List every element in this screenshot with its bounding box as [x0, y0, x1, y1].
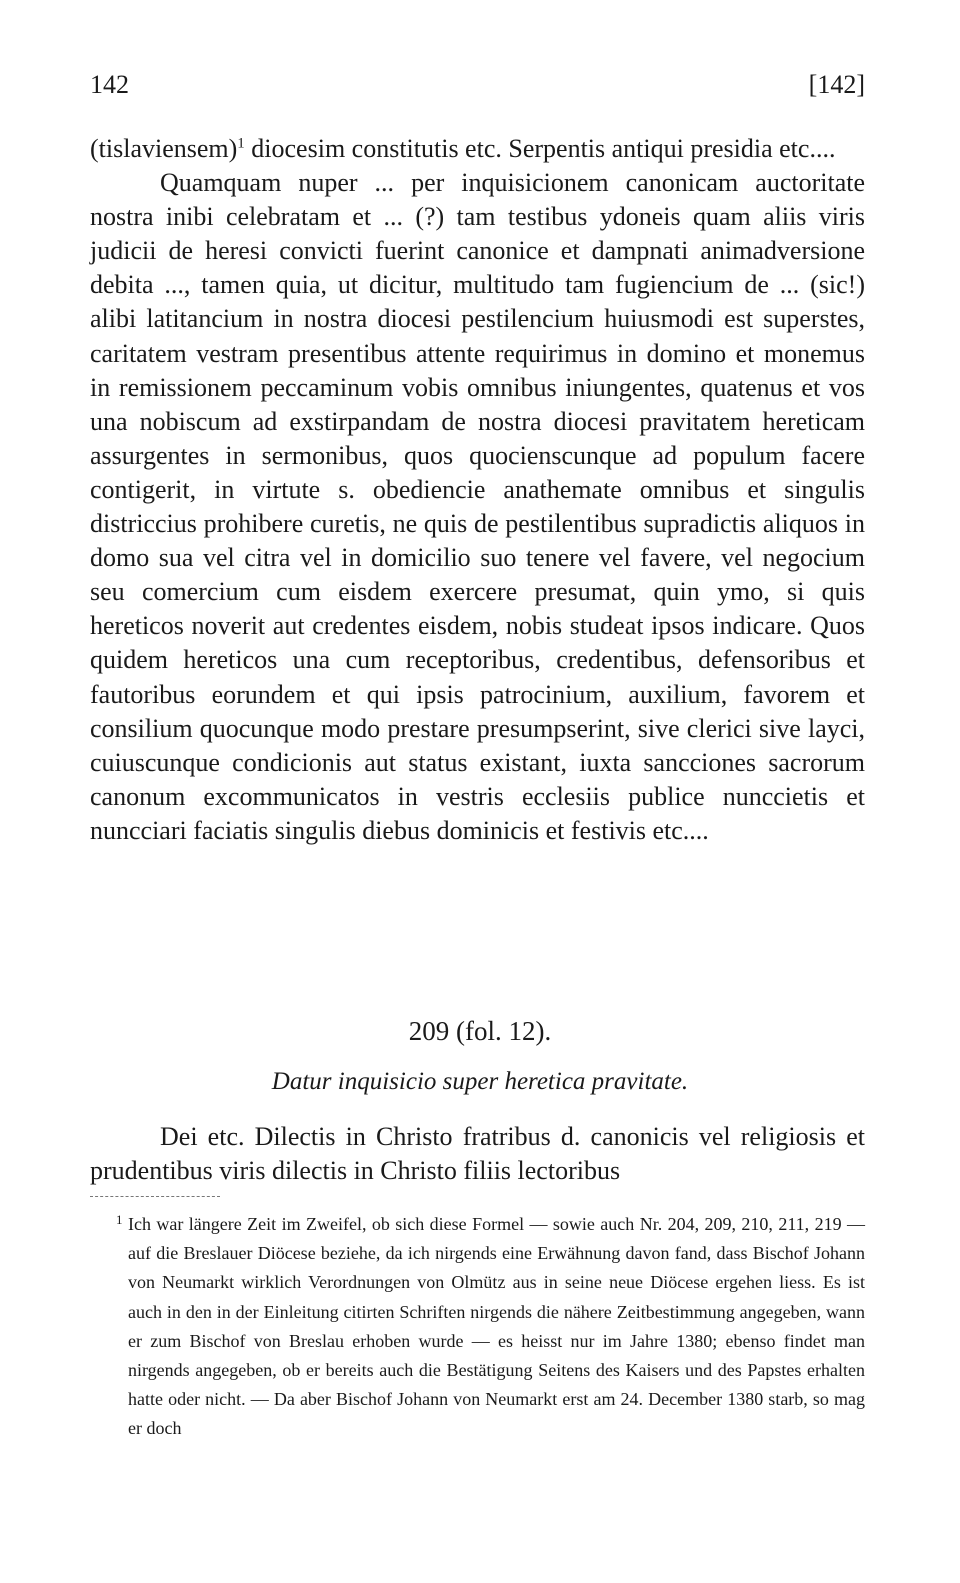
paragraph-text: (tislaviensem) — [90, 134, 238, 163]
original-page-number: [142] — [808, 70, 865, 99]
footnote-reference: 1 — [237, 135, 245, 152]
document-title: Datur inquisicio super heretica pravitate. — [271, 1068, 689, 1095]
paragraph-text: diocesim constitutis etc. Serpentis antiqui presidia etc.... — [244, 134, 836, 163]
running-header — [90, 70, 865, 110]
paragraph-continuation — [90, 132, 865, 166]
footnote-text: Ich war längere Zeit im Zweifel, ob sich diese Formel — sowie auch Nr. 204, 209, 210, 211, 219 — auf die Breslauer Diöcese beziehe, da ich nirgends eine Erwähnung davon fand, dass Bischof Johann von Neumarkt wirklich Verordnungen von Olmütz aus in seine neue Diöcese ergehen liess. Es ist auch in den in der Einleitung citirten Schriften nirgends die nähere Zeitbestimmung angegeben, wann er zum Bischof von Breslau erhoben wurde — es heisst nur im Jahre 1380; ebenso findet man nirgends angegeben, ob er bereits auch die Bestätigung Seitens des Kaisers und des Papstes erhalten hatte oder nicht. — Da aber Bischof Johann von Neumarkt erst am 24. December 1380 starb, so mag er doch — [128, 1214, 865, 1439]
letter-opening — [90, 1120, 865, 1188]
footnote-mark: 1 — [116, 1212, 123, 1227]
footnote-separator — [90, 1196, 220, 1197]
main-text — [90, 132, 865, 848]
document-number: 209 (fol. 12). — [408, 1016, 552, 1046]
footnote — [90, 1210, 865, 1444]
page-number: 142 — [90, 70, 129, 99]
paragraph: Dei etc. Dilectis in Christo fratribus d. canonicis vel religiosis et prudentibus viris dilectis in Christo filiis lectoribus — [90, 1122, 865, 1185]
paragraph: Quamquam nuper ... per inquisicionem canonicam auctoritate nostra inibi celebratam et ... (?) tam testibus ydoneis quam aliis viris judicii de heresi convicti fuerint canonice et dampnati animadversione debita ..., tamen quia, ut dicitur, multitudo tam fugiencium de ... (sic!) alibi latitancium in nostra diocesi pestilencium huiusmodi est superstes, caritatem vestram presentibus attente requirimus in domino et monemus in remissionem peccaminum vobis omnibus iniungentes, quatenus et vos una nobiscum ad exstirpandam de nostra diocesi pravitatem hereticam assurgentes in sermonibus, quos quocienscunque ad populum facere contigerit, in virtute s. obediencie anathemate omnibus et singulis districcius prohibere curetis, ne quis de pestilentibus supradictis aliquos in domo sua vel citra vel in domicilio suo tenere vel favere, vel negocium seu comercium cum eisdem exercere presumat, quin ymo, si quis hereticos noverit aut credentes eisdem, nobis studeat ipsos indicare. Quos quidem hereticos una cum receptoribus, credentibus, defensoribus et fautoribus eorundem et qui ipsis patrocinium, auxilium, favorem et consilium quocunque modo prestare presumpserint, sive clerici sive layci, cuiuscunque condicionis aut status existant, iuxta sancciones sacrorum canonum excommunicatos in vestris ecclesiis publice nunccietis et nuncciari faciatis singulis diebus dominicis et festivis etc.... — [90, 168, 865, 845]
